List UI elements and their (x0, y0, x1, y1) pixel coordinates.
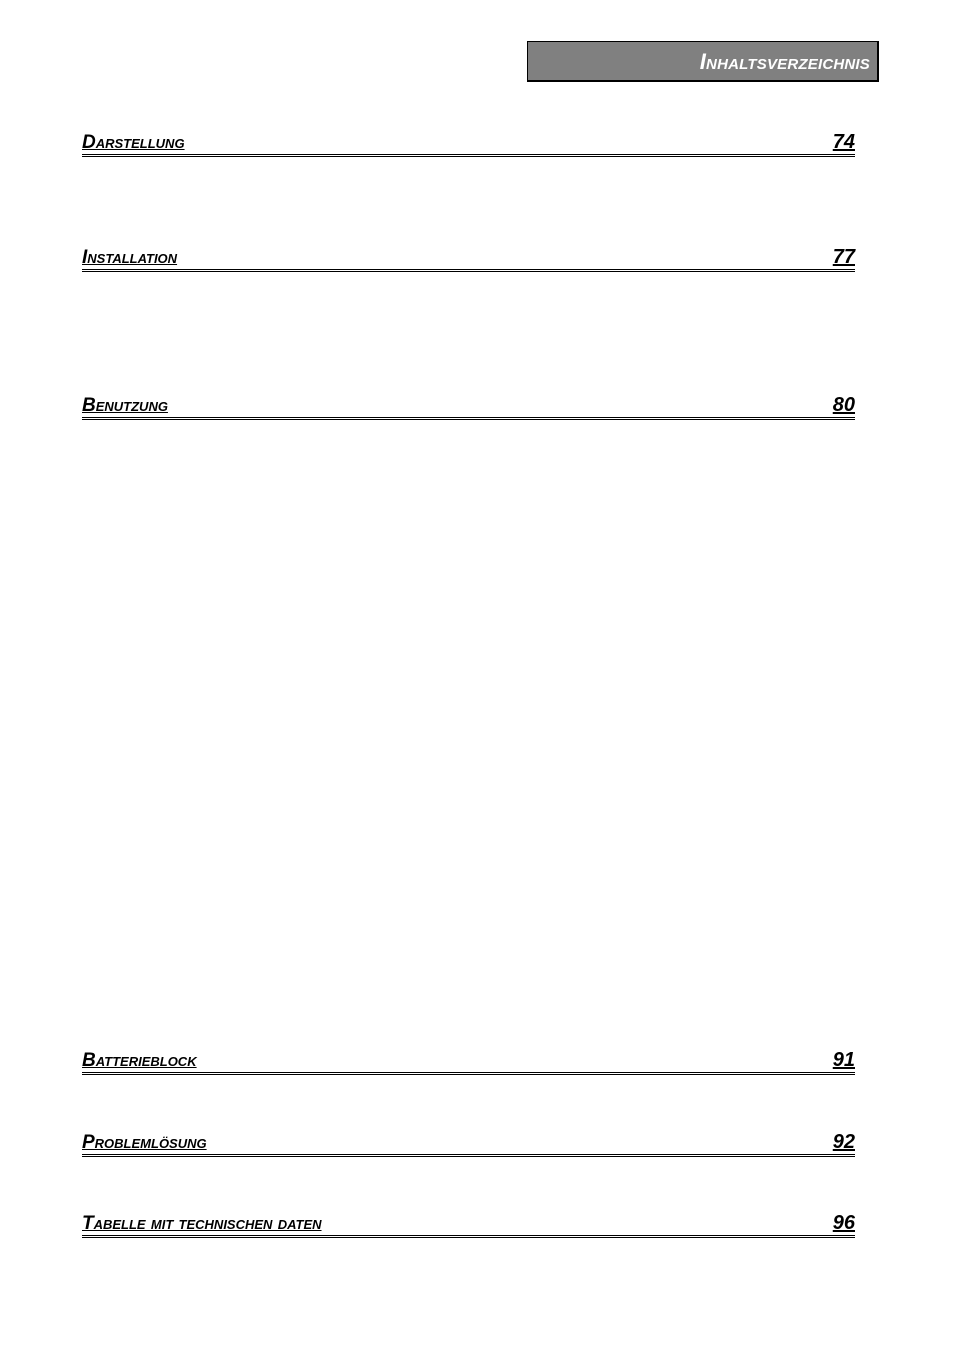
toc-entry-page-number: 80 (832, 394, 855, 416)
toc-entry-batterieblock[interactable] (82, 1049, 855, 1075)
toc-entry-page-number: 77 (832, 246, 855, 268)
toc-entry-title: Problemlösung (82, 1132, 207, 1153)
toc-entry-benutzung[interactable] (82, 394, 855, 420)
toc-entry-page-number: 74 (832, 131, 855, 153)
toc-entry-installation[interactable] (82, 246, 855, 272)
section-title: Inhaltsverzeichnis (699, 49, 870, 74)
toc-entry-page-number: 96 (832, 1212, 855, 1234)
toc-entry-technische-daten[interactable] (82, 1212, 855, 1238)
toc-entry-title: Benutzung (82, 395, 168, 416)
toc-entry-title: Darstellung (82, 132, 185, 153)
section-header-box (527, 41, 879, 82)
toc-entry-title: Installation (82, 247, 178, 268)
toc-entry-title: Batterieblock (82, 1050, 197, 1071)
toc-entry-problemloesung[interactable] (82, 1131, 855, 1157)
toc-entry-page-number: 92 (832, 1131, 855, 1153)
toc-entry-darstellung[interactable] (82, 131, 855, 157)
toc-entry-page-number: 91 (832, 1049, 855, 1071)
toc-entry-title: Tabelle mit technischen daten (82, 1213, 322, 1234)
